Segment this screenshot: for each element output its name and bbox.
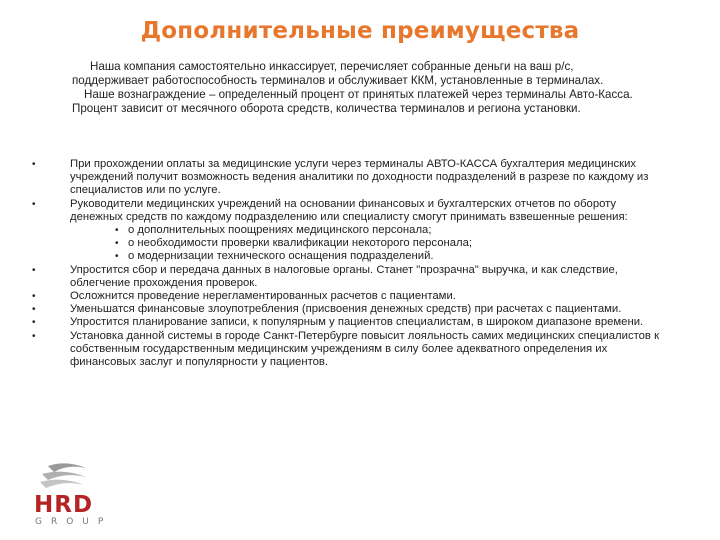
bullet-icon: •	[115, 225, 119, 237]
list-item	[32, 290, 672, 303]
bullet-icon: •	[32, 198, 36, 210]
list-item	[32, 264, 672, 290]
intro-text	[72, 60, 652, 116]
sub-list-item	[70, 237, 672, 250]
sub-list-item	[70, 250, 672, 263]
list-item-text: Уменьшатся финансовые злоупотребления (присвоения денежных средств) при расчетах с пациентами.	[70, 303, 622, 316]
intro-paragraph: Наша компания самостоятельно инкассирует, перечисляет собранные деньги на ваш р/с, поддерживает работоспособность терминалов и обслуживает ККМ, установленные в терминалах.	[72, 60, 604, 87]
list-item-text: Упростится сбор и передача данных в налоговые органы. Станет "прозрачна" выручка, и как следствие, облегчение прохождения проверок.	[70, 263, 618, 289]
bullet-icon: •	[32, 159, 36, 170]
sub-list-item	[70, 224, 672, 237]
bullet-icon: •	[115, 251, 119, 263]
list-item-text: Упростится планирование записи, к популярным у пациентов специалистам, в широком диапазоне времени.	[70, 316, 644, 329]
sub-list-item-text: о необходимости проверки квалификации некоторого персонала;	[128, 237, 473, 250]
swoosh-icon	[28, 462, 128, 494]
list-item	[32, 198, 672, 264]
bullet-icon: •	[32, 264, 36, 276]
list-item-text: При прохождении оплаты за медицинские услуги через терминалы АВТО-КАССА бухгалтерия медицинских учреждений получит возможность ведения аналитики по доходности подразделений в разрезе по каждому из специалистов или по услуге.	[70, 158, 649, 197]
hrd-group-logo	[28, 462, 128, 528]
bullet-icon: •	[32, 291, 36, 303]
logo-group-text: GROUP	[35, 517, 113, 527]
sub-list	[70, 224, 672, 264]
bullet-icon: •	[32, 317, 36, 329]
bullet-icon: •	[32, 304, 36, 316]
page-title: Дополнительные преимущества	[140, 18, 580, 44]
sub-list-item-text: о модернизации технического оснащения подразделений.	[128, 250, 434, 263]
sub-list-item-text: о дополнительных поощрениях медицинского персонала;	[128, 224, 432, 237]
bullet-icon: •	[32, 330, 36, 342]
intro-paragraph: Наше вознаграждение – определенный процент от принятых платежей через терминалы Авто-Касса. Процент зависит от месячного оборота средств, количества терминалов и региона установки.	[72, 88, 633, 115]
list-item-text: Установка данной системы в городе Санкт-Петербурге повысит лояльность самих медицинских специалистов к собственным государственным медицинским учреждениям в силу более адекватного определения их финансовых заслуг и популярности у пациентов.	[70, 329, 660, 369]
list-item-text: Руководители медицинских учреждений на основании финансовых и бухгалтерских отчетов по обороту денежных средств по каждому подразделению или специалисту смогут принимать взвешенные решения:	[70, 197, 628, 223]
benefits-list	[32, 158, 672, 369]
list-item-text: Осложнится проведение нерегламентированных расчетов с пациентами.	[70, 290, 456, 303]
list-item	[32, 316, 672, 329]
list-item	[32, 303, 672, 316]
list-item	[32, 330, 672, 370]
bullet-icon: •	[115, 238, 119, 250]
logo-brand-text: HRD	[34, 492, 94, 518]
list-item	[32, 158, 672, 198]
